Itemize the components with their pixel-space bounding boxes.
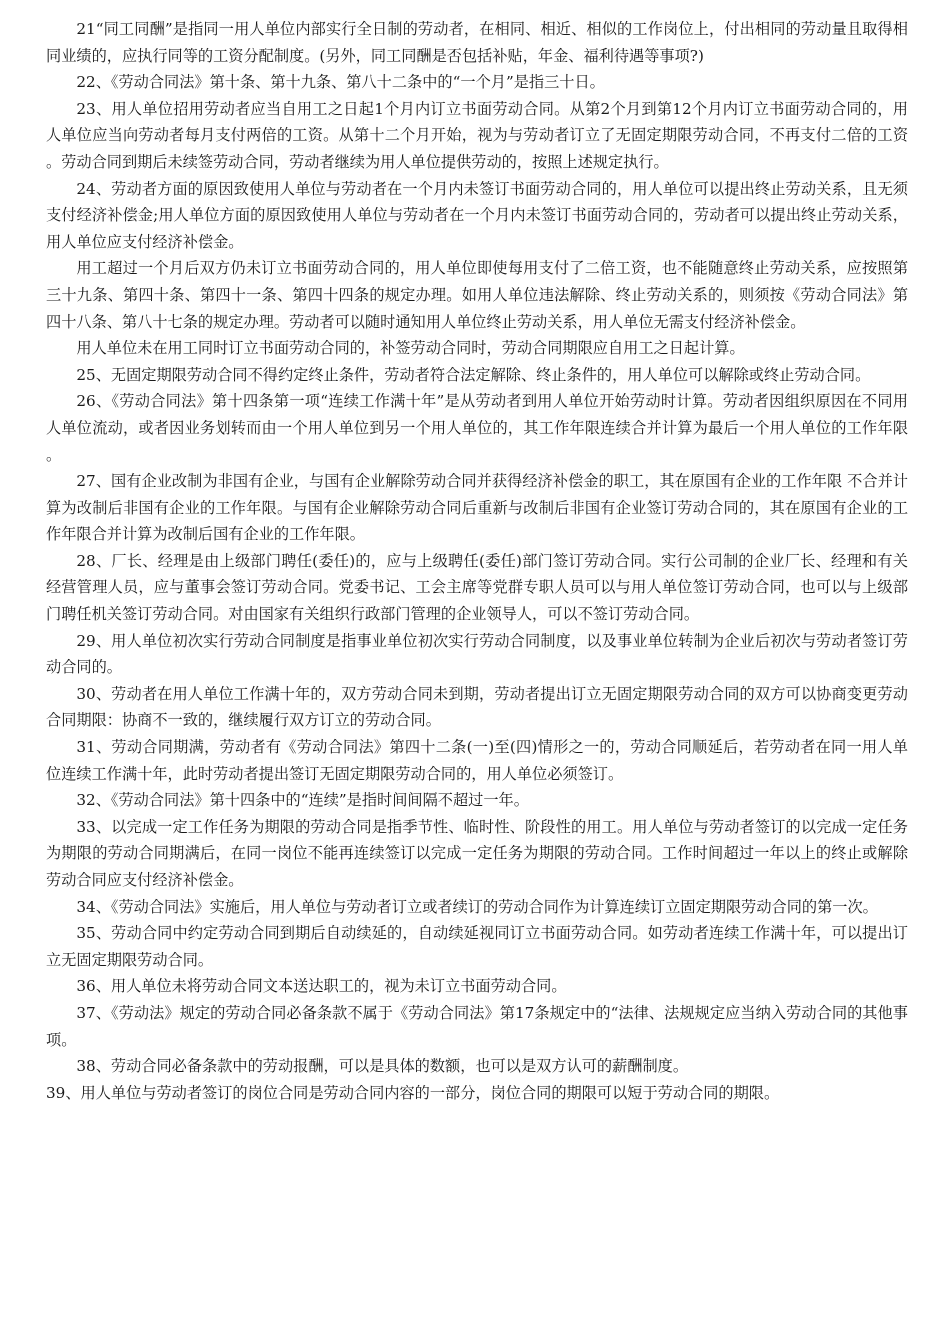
- paragraph-38: 38、劳动合同必备条款中的劳动报酬，可以是具体的数额，也可以是双方认可的薪酬制度。: [76, 1057, 689, 1076]
- paragraph-25: 25、无固定期限劳动合同不得约定终止条件，劳动者符合法定解除、终止条件的，用人单位可以解除或终止劳动合同。: [76, 365, 871, 384]
- paragraph-33: 33、以完成一定工作任务为期限的劳动合同是指季节性、临时性、阶段性的用工。用人单位与劳动者签订的以完成一定任务为期限的劳动合同期满后，在同一岗位不能再连续签订以完成一定任务为期限的劳动合同。工作时间超过一年以上的终止或解除劳动合同应支付经济补偿金。: [46, 817, 908, 889]
- document-page: [46, 16, 908, 1106]
- paragraph-24-supplement: 用人单位未在用工同时订立书面劳动合同的，补签劳动合同时，劳动合同期限应自用工之日起计算。: [76, 339, 745, 358]
- paragraph-30: 30、劳动者在用人单位工作满十年的，双方劳动合同未到期，劳动者提出订立无固定期限劳动合同的双方可以协商变更劳动合同期限：协商不一致的，继续履行双方订立的劳动合同。: [46, 684, 908, 730]
- paragraph-37: 37、《劳动法》规定的劳动合同必备条款不属于《劳动合同法》第17条规定中的“法律、法规规定应当纳入劳动合同的其他事项。: [46, 1003, 908, 1049]
- paragraph-31: 31、劳动合同期满，劳动者有《劳动合同法》第四十二条(一)至(四)情形之一的，劳动合同顺延后，若劳动者在同一用人单位连续工作满十年，此时劳动者提出签订无固定期限劳动合同的，用人单位必须签订。: [46, 738, 908, 783]
- paragraph-29: 29、用人单位初次实行劳动合同制度是指事业单位初次实行劳动合同制度，以及事业单位转制为企业后初次与劳动者签订劳动合同的。: [46, 631, 908, 677]
- paragraph-24: 24、劳动者方面的原因致使用人单位与劳动者在一个月内未签订书面劳动合同的，用人单位可以提出终止劳动关系，且无须支付经济补偿金;用人单位方面的原因致使用人单位与劳动者在一个月内未签订书面劳动合同的，劳动者可以提出终止劳动关系，用人单位应支付经济补偿金。: [46, 179, 908, 251]
- paragraph-28: 28、厂长、经理是由上级部门聘任(委任)的，应与上级聘任(委任)部门签订劳动合同。实行公司制的企业厂长、经理和有关经营管理人员，应与董事会签订劳动合同。党委书记、工会主席等党群专职人员可以与用人单位签订劳动合同，也可以与上级部门聘任机关签订劳动合同。对由国家有关组织行政部门管理的企业领导人，可以不签订劳动合同。: [46, 551, 908, 624]
- paragraph-36: 36、用人单位未将劳动合同文本送达职工的，视为未订立书面劳动合同。: [76, 977, 567, 996]
- paragraph-21: 21“同工同酬”是指同一用人单位内部实行全日制的劳动者，在相同、相近、相似的工作岗位上，付出相同的劳动量且取得相同业绩的，应执行同等的工资分配制度。(另外，同工同酬是否包括补贴，年金、福利待遇等事项?): [46, 20, 908, 65]
- paragraph-35: 35、劳动合同中约定劳动合同到期后自动续延的，自动续延视同订立书面劳动合同。如劳动者连续工作满十年，可以提出订立无固定期限劳动合同。: [46, 924, 908, 969]
- paragraph-27: 27、国有企业改制为非国有企业，与国有企业解除劳动合同并获得经济补偿金的职工，其在原国有企业的工作年限 不合并计算为改制后非国有企业的工作年限。与国有企业解除劳动合同后重新与改制后非国有企业签订劳动合同的，其在原国有企业的工作年限合并计算为改制后国有企业的工作年限。: [46, 472, 908, 544]
- paragraph-22: 22、《劳动合同法》第十条、第十九条、第八十二条中的“一个月”是指三十日。: [76, 73, 605, 92]
- paragraph-32: 32、《劳动合同法》第十四条中的“连续”是指时间间隔不超过一年。: [76, 791, 529, 810]
- paragraph-26: 26、《劳动合同法》第十四条第一项“连续工作满十年”是从劳动者到用人单位开始劳动时计算。劳动者因组织原因在不同用人单位流动，或者因业务划转而由一个用人单位到另一个用人单位的，其工作年限连续合并计算为最后一个用人单位的工作年限。: [46, 392, 908, 464]
- paragraph-23: 23、用人单位招用劳动者应当自用工之日起1个月内订立书面劳动合同。从第2个月到第12个月内订立书面劳动合同的，用人单位应当向劳动者每月支付两倍的工资。从第十二个月开始，视为与劳动者订立了无固定期限劳动合同，不再支付二倍的工资。劳动合同到期后未续签劳动合同，劳动者继续为用人单位提供劳动的，按照上述规定执行。: [46, 99, 908, 171]
- paragraph-39: 39、用人单位与劳动者签订的岗位合同是劳动合同内容的一部分，岗位合同的期限可以短于劳动合同的期限。: [46, 1083, 780, 1102]
- paragraph-24-continued: 用工超过一个月后双方仍未订立书面劳动合同的，用人单位即使每用支付了二倍工资，也不能随意终止劳动关系，应按照第三十九条、第四十条、第四十一条、第四十四条的规定办理。如用人单位违法解除、终止劳动关系的，则须按《劳动合同法》第四十八条、第八十七条的规定办理。劳动者可以随时通知用人单位终止劳动关系，用人单位无需支付经济补偿金。: [46, 259, 908, 331]
- paragraph-34: 34、《劳动合同法》实施后，用人单位与劳动者订立或者续订的劳动合同作为计算连续订立固定期限劳动合同的第一次。: [76, 897, 878, 916]
